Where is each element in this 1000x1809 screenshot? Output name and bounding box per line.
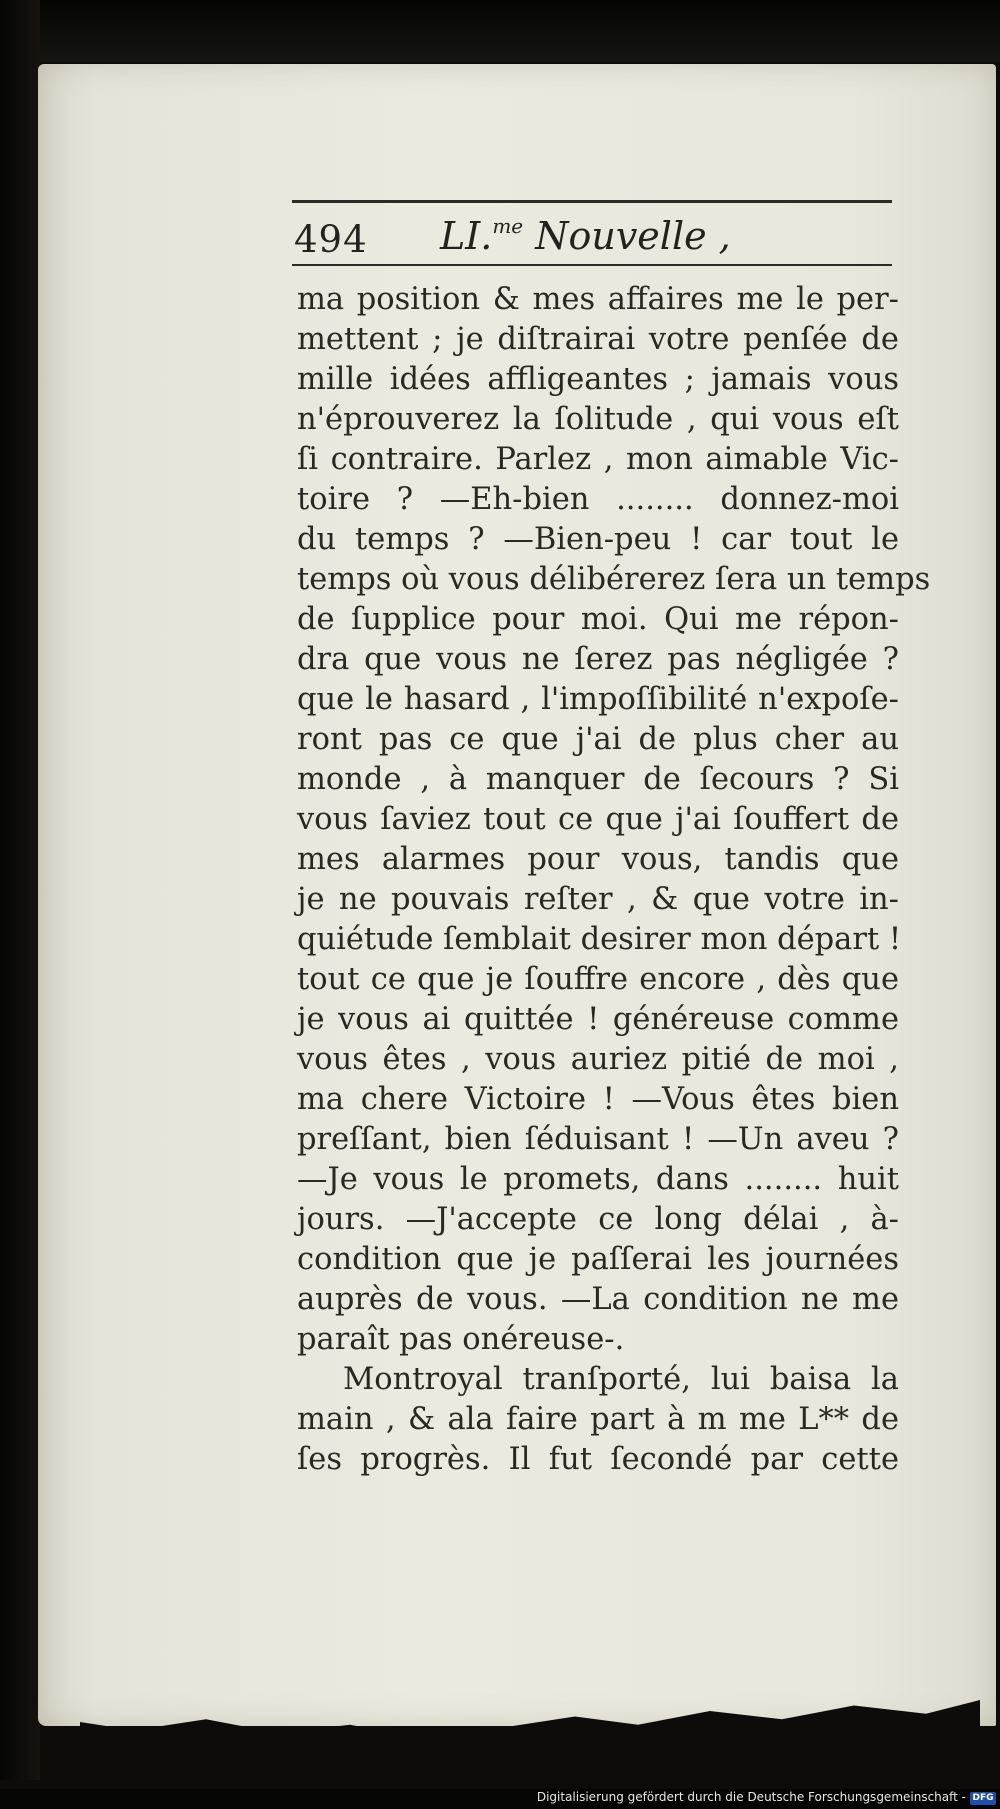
running-title	[440, 214, 731, 258]
text-line: je ne pouvais reſter , & que votre in-	[297, 882, 899, 917]
header-rule-bottom	[292, 264, 892, 266]
text-line: toire ? —Eh-bien ........ donnez-moi	[297, 482, 899, 517]
text-line: ma chere Victoire ! —Vous êtes bien	[297, 1082, 899, 1117]
dfg-logo: DFG	[970, 1792, 996, 1805]
digitization-credit: Digitalisierung gefördert durch die Deutsche Forschungsgemeinschaft -	[536, 1790, 966, 1804]
text-line: ſi contraire. Parlez , mon aimable Vic-	[297, 442, 899, 477]
text-line: preſſant, bien ſéduisant ! —Un aveu ?	[297, 1122, 899, 1157]
text-line: ma position & mes affaires me le per-	[297, 282, 899, 317]
text-line: je vous ai quittée ! généreuse comme	[297, 1002, 899, 1037]
text-line: mille idées affligeantes ; jamais vous	[297, 362, 899, 397]
title-prefix: LI.	[440, 214, 493, 258]
page-number: 494	[294, 218, 368, 261]
text-line: tout ce que je ſouffre encore , dès que	[297, 962, 899, 997]
text-line: paraît pas onéreuse-.	[297, 1322, 625, 1357]
text-line: ront pas ce que j'ai de plus cher au	[297, 722, 899, 757]
text-line: condition que je paſſerai les journées	[297, 1242, 899, 1277]
running-head	[292, 208, 892, 262]
text-line: monde , à manquer de ſecours ? Si	[297, 762, 899, 797]
text-line: vous êtes , vous auriez pitié de moi ,	[297, 1042, 899, 1077]
text-line: de ſupplice pour moi. Qui me répon-	[297, 602, 899, 637]
text-line: jours. —J'accepte ce long délai , à-	[297, 1202, 899, 1237]
text-line: ſes progrès. Il fut ſecondé par cette	[297, 1442, 899, 1477]
title-superscript: me	[492, 214, 524, 238]
text-line: mettent ; je diſtrairai votre penſée de	[297, 322, 899, 357]
scan-background-left	[0, 0, 40, 1780]
text-line: dra que vous ne ſerez pas négligée ?	[297, 642, 899, 677]
scan-background-top	[0, 0, 1000, 62]
text-line-paragraph-start: Montroyal tranſporté, lui baisa la	[343, 1362, 899, 1397]
header-rule-top	[292, 200, 892, 203]
text-line: mes alarmes pour vous, tandis que	[297, 842, 899, 877]
text-line: du temps ? —Bien-peu ! car tout le	[297, 522, 899, 557]
title-suffix: Nouvelle ,	[535, 214, 731, 258]
text-line: temps où vous délibérerez ſera un temps	[297, 562, 931, 597]
text-line: quiétude ſemblait desirer mon départ !	[297, 922, 902, 957]
text-line: main , & ala faire part à m me L** de	[297, 1402, 899, 1437]
text-line: vous ſaviez tout ce que j'ai ſouffert de	[297, 802, 899, 837]
body-text	[297, 280, 931, 1480]
text-line: que le hasard , l'impoſſibilité n'expoſe-	[297, 682, 899, 717]
text-line: n'éprouverez la ſolitude , qui vous eſt	[297, 402, 899, 437]
text-line: —Je vous le promets, dans ........ huit	[297, 1162, 899, 1197]
text-line: auprès de vous. —La condition ne me	[297, 1282, 899, 1317]
